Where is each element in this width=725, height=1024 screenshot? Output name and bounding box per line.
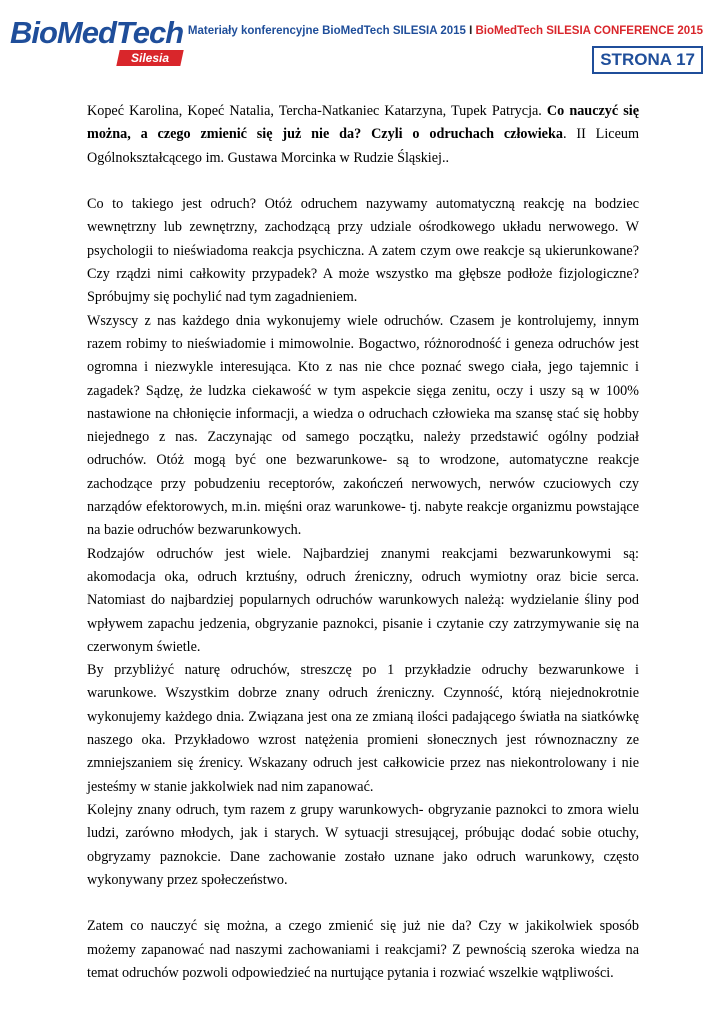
logo-silesia-badge [116, 50, 183, 66]
conference-title-pl: Materiały konferencyjne BioMedTech SILESIA 2015 [187, 25, 466, 37]
paragraph-2: Wszyscy z nas każdego dnia wykonujemy wiele odruchów. Czasem je kontrolujemy, innym razem robimy to nieświadomie i mimowolnie. Bogactwo, różnorodność i geneza odruchów jest ogromna i niezwykle interesująca. Kto z nas nie chce poznać swego ciała, jego tajemnic i zagadek? Sądzę, że ludzka ciekawość w tym aspekcie sięga zenitu, oczy i uszy są w 100% nastawione na chłonięcie informacji, a wiedza o odruchach człowieka ma szansę stać się hobby niejednego z nas. Zaczynając od samego początku, należy przedstawić ogólny podział odruchów. Otóż mogą być one bezwarunkowe- są to wrodzone, automatyczne reakcje zachodzące przy pobudzeniu receptorów, zakończeń nerwowych, nerwów czuciowych czy narządów efektorowych, m.in. mięśni oraz warunkowe- tj. nabyte reakcje organizmu powstające na bazie odruchów bezwarunkowych. [87, 312, 639, 539]
logo-silesia-text: Silesia [130, 51, 170, 65]
conference-title-en: BioMedTech SILESIA CONFERENCE 2015 [475, 25, 703, 37]
article-body [87, 100, 639, 985]
article-header-paragraph [87, 100, 639, 170]
article-title: Co nauczyć się można, a czego zmienić się już nie da? Czyli o odruchach człowieka [87, 103, 639, 143]
article-affiliation: . II Liceum Ogólnokształcącego im. Gustawa Morcinka w Rudzie Śląskiej.. [87, 126, 639, 166]
conference-title-separator: I [465, 25, 476, 37]
paragraph-6: Zatem co nauczyć się można, a czego zmienić się już nie da? Czy w jakikolwiek sposób możemy zapanować nad naszymi zachowaniami i reakcjami? Z pewnością szeroka wiedza na temat odruchów pozwoli odpowiedzieć na nurtujące pytania i rozwiać wszelkie wątpliwości. [87, 918, 639, 981]
paragraph-4: By przybliżyć naturę odruchów, streszczę po 1 przykładzie odruchy bezwarunkowe i warunkowe. Wszystkim dobrze znany odruch źreniczny. Czynność, którą niejednokrotnie wykonujemy każdego dnia. Związana jest ona ze zmianą ilości padającego światła na siatkówkę naszego oka. Przykładowo wzrost natężenia promieni słonecznych jest równoznaczny ze zmniejszaniem się źrenicy. Wskazany odruch jest całkowicie przez nas niekontrolowany i nie jesteśmy w stanie jakkolwiek nad nim zapanować. [87, 662, 639, 795]
page-header [0, 0, 725, 80]
page-number-box: STRONA 17 [592, 46, 703, 74]
paragraph-5: Kolejny znany odruch, tym razem z grupy warunkowych- obgryzanie paznokci to zmora wielu ludzi, zarówno młodych, jak i starych. W sytuacji stresującej, próbując dodać sobie otuchy, obgryzamy paznokcie. Dane zachowanie zostało uznane jako odruch warunkowy, często wykonywany przez społeczeństwo. [87, 801, 639, 888]
article-authors: Kopeć Karolina, Kopeć Natalia, Tercha-Natkaniec Katarzyna, Tupek Patrycja. [87, 103, 547, 119]
paragraph-1: Co to takiego jest odruch? Otóż odruchem nazywamy automatyczną reakcję na bodziec wewnętrzny lub zewnętrzny, zachodzącą przy udziale ośrodkowego układu nerwowego. W psychologii to nieświadoma reakcja psychiczna. A zatem czym owe reakcje są ukierunkowane? Czy rządzi nimi całkowity przypadek? A może wszystko ma głębsze podłoże fizjologiczne? Spróbujmy się pochylić nad tym zagadnieniem. [87, 196, 639, 306]
conference-title [188, 25, 703, 37]
biomedtech-logo [10, 16, 185, 70]
logo-wordmark: BioMedTech [10, 15, 184, 50]
paragraph-3: Rodzajów odruchów jest wiele. Najbardziej znanymi reakcjami bezwarunkowymi są: akomodacja oka, odruch krztuśny, odruch źreniczny, odruch wymiotny oraz bicie serca. Natomiast do najbardziej popularnych odruchów warunkowych należą: wydzielanie śliny pod wpływem zapachu jedzenia, obgryzanie paznokci, pisanie i czytanie czy zatrzymywanie się na czerwonym świetle. [87, 545, 639, 655]
